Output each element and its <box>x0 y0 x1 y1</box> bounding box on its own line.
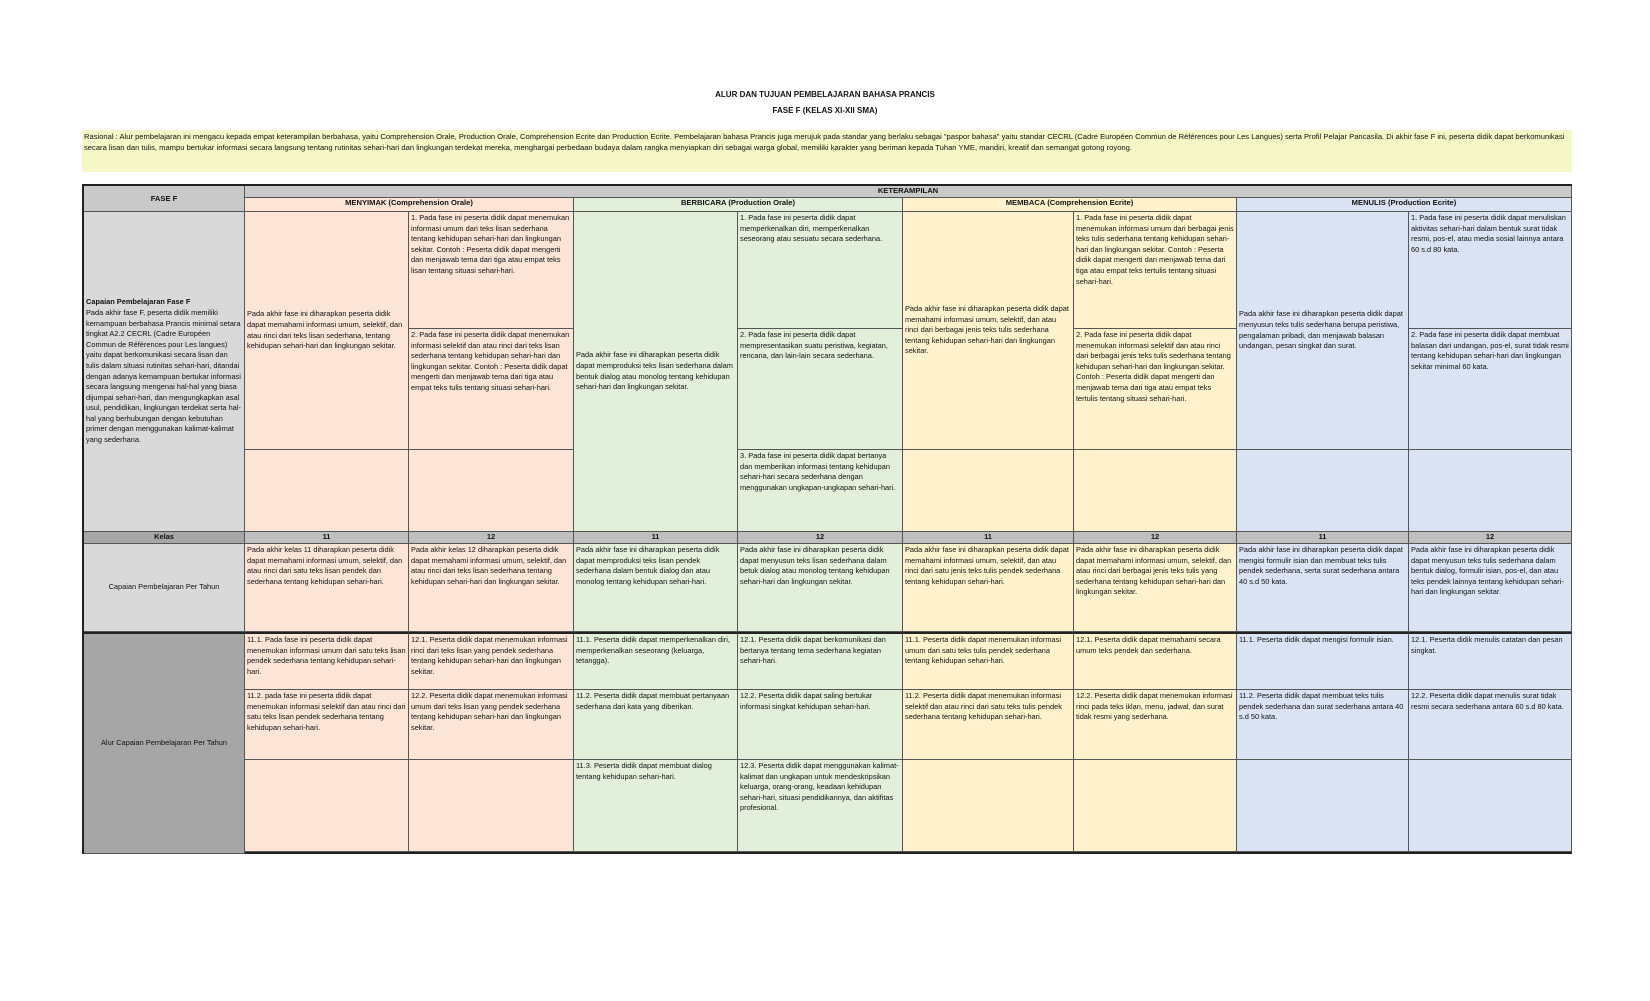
alur-cell: 11.2. Peserta didik dapat membuat pertanyaan sederhana dari kata yang diberikan. <box>574 690 738 760</box>
kelas-num: 11 <box>574 532 738 544</box>
kelas-num: 12 <box>1409 532 1572 544</box>
kelas-label: Kelas <box>84 532 245 544</box>
header-membaca: MEMBACA (Comprehension Ecrite) <box>903 198 1237 212</box>
berbicara-cp-main <box>574 212 738 532</box>
membaca-cp-main <box>903 212 1074 450</box>
alur-cell <box>903 760 1074 852</box>
kelas-num: 11 <box>903 532 1074 544</box>
alur-cell: 12.1. Peserta didik dapat berkomunikasi dan bertanya tentang tema sederhana kegiatan sehari-hari. <box>738 632 903 690</box>
alur-cell: 12.1. Peserta didik dapat memahami secara umum teks pendek dan sederhana. <box>1074 632 1237 690</box>
cp-fase-heading: Capaian Pembelajaran Fase F <box>86 297 191 307</box>
alur-cell: 12.2. Peserta didik dapat menemukan informasi umum dari teks lisan yang pendek sederhana tentang kehidupan sehari-hari dan lingkungan sekitar. <box>409 690 574 760</box>
rasional-box <box>82 130 1572 172</box>
per-tahun-label: Capaian Pembelajaran Per Tahun <box>84 544 245 632</box>
membaca-cp-main-text: Pada akhir fase ini diharapkan peserta didik dapat memahami informasi umum, selektif, dan atau rinci dari berbagai jenis teks tulis sederhana tentang kehidupan sehari-hari dan lingkungan sekitar. <box>905 304 1069 356</box>
kelas-num: 12 <box>1074 532 1237 544</box>
alur-cell: 12.3. Peserta didik dapat menggunakan kalimat-kalimat dan ungkapan untuk mendeskripsikan keluarga, orang-orang, keadaan kehidupan sehari-hari, situasi pendidikannya, dan aktifitas profesional. <box>738 760 903 852</box>
alur-cell: 11.3. Peserta didik dapat membuat dialog tentang kehidupan sehari-hari. <box>574 760 738 852</box>
berbicara-cp-2: 2. Pada fase ini peserta didik dapat mempresentasikan suatu peristiwa, kegiatan, rencana, dan lain-lain secara sederhana. <box>738 329 903 450</box>
per-tahun-cell: Pada akhir fase ini diharapkan peserta didik dapat menyusun teks lisan sederhana dalam betuk dialog atau monolog tentang kehidupan sehari-hari dan lingkungan sekitar. <box>738 544 903 632</box>
rasional-label: Rasional : <box>84 132 120 141</box>
learning-flow-table <box>82 184 1572 854</box>
menulis-cp-empty-a <box>1237 450 1409 532</box>
alur-cell: 11.1. Pada fase ini peserta didik dapat menemukan informasi umum dari satu teks lisan pendek sederhana tentang kehidupan sehari-hari. <box>245 632 409 690</box>
alur-cell: 11.2. pada fase ini peserta didik dapat menemukan informasi selektif dan atau rinci dari satu teks lisan pendek sederhana tentang kehidupan sehari-hari. <box>245 690 409 760</box>
membaca-cp-empty-a <box>903 450 1074 532</box>
cp-fase-label-cell <box>84 212 245 532</box>
alur-cell <box>1237 760 1409 852</box>
per-tahun-cell: Pada akhir kelas 11 diharapkan peserta didik dapat memahami informasi umum, selektif, dan atau rinci dari satu teks lisan pendek dan sederhana tentang kehidupan sehari-hari. <box>245 544 409 632</box>
per-tahun-cell: Pada akhir fase ini diharapkan peserta didik dapat memahami informasi umum, selektif, dan atau rinci dari satu jenis teks tulis pendek sederhana tentang kehidupan sehari-hari. <box>903 544 1074 632</box>
alur-cell: 12.2. Peserta didik dapat menemukan informasi rinci pada teks iklan, menu, jadwal, dan surat tidak resmi yang sederhana. <box>1074 690 1237 760</box>
alur-cell: 12.1. Peserta didik menulis catatan dan pesan singkat. <box>1409 632 1572 690</box>
alur-cell: 12.1. Peserta didik dapat menemukan informasi rinci dari teks lisan yang pendek sederhana tentang kehidupan sehari-hari dan lingkungan sekitar. <box>409 632 574 690</box>
menyimak-cp-main-text: Pada akhir fase ini diharapkan peserta didik dapat memahami informasi umum, selektif, dan atau rinci dari teks lisan sederhana, tentang kehidupan sehari-hari dan lingkungan sekitar. <box>247 309 403 351</box>
menulis-cp-empty-b <box>1409 450 1572 532</box>
header-fase: FASE F <box>84 186 245 212</box>
per-tahun-cell: Pada akhir fase ini diharapkan peserta didik dapat memahami informasi umum, selektif, dan atau rinci dari berbagai jenis teks tulis yang sederhana tentang kehidupan sehari-hari dan lingkungan sekitar. <box>1074 544 1237 632</box>
alur-cell <box>1074 760 1237 852</box>
alur-cell <box>1409 760 1572 852</box>
header-menyimak: MENYIMAK (Comprehension Orale) <box>245 198 574 212</box>
kelas-num: 12 <box>738 532 903 544</box>
header-berbicara: BERBICARA (Production Orale) <box>574 198 903 212</box>
rasional-text: Alur pembelajaran ini mengacu kepada empat keterampilan berbahasa, yaitu Comprehension Orale, Production Orale, Comprehension Ecrite dan Production Ecrite. Pembelajaran bahasa Prancis juga merujuk pada standar yang berlaku sebagai "paspor bahasa" yaitu standar CECRL (Cadre Européen Commun de Références pour Les Langues) serta Profil Pelajar Pancasila. Di akhir fase F ini, peserta didik dapat berkomunikasi secara lisan dan tulis, mampu bertukar informasi secara langsung tentang rutinitas sehari-hari dan lingkungan terdekat mereka, menghargai perbedaan budaya dalam rangka menyiapkan diri sebagai warga global, memiliki karakter yang beriman kepada Tuhan YME, mandiri, kreatif dan semangat gotong royong. <box>84 132 1565 152</box>
document-subtitle: FASE F (KELAS XI-XII SMA) <box>772 106 878 115</box>
menulis-cp-2: 2. Pada fase ini peserta didik dapat membuat balasan dari undangan, pos-el, surat tidak resmi tentang kehidupan sehari-hari dan lingkungan sekitar minimal 60 kata. <box>1409 329 1572 450</box>
menyimak-cp-1: 1. Pada fase ini peserta didik dapat menemukan informasi umum dari teks lisan sederhana tentang kehidupan sehari-hari dan lingkungan sekitar. Contoh : Peserta didik dapat mengerti dan menjawab tema dari tiga atau empat teks lisan tentang situasi sehari-hari. <box>409 212 574 329</box>
per-tahun-cell: Pada akhir fase ini diharapkan peserta didik dapat mengisi formulir isian dan membuat teks tulis pendek sederhana, serta surat sederhana antara 40 s.d 50 kata. <box>1237 544 1409 632</box>
alur-cell: 11.1. Peserta didik dapat menemukan informasi umum dari satu teks tulis pendek sederhana tentang kehidupan sehari-hari. <box>903 632 1074 690</box>
alur-cell: 12.2. Peserta didik dapat menulis surat tidak resmi secara sederhana antara 60 s.d 80 kata. <box>1409 690 1572 760</box>
berbicara-cp-main-text: Pada akhir fase ini diharapkan peserta didik dapat memproduksi teks lisan sederhana dalam bentuk dialog atau monolog tentang kehidupan sehari-hari dan lingkungan sekitar. <box>576 350 733 392</box>
alur-cell: 11.2. Peserta didik dapat menemukan informasi selektif dan atau rinci dari satu teks tulis pendek sederhana tentang kehidupan sehari-hari. <box>903 690 1074 760</box>
membaca-cp-empty-b <box>1074 450 1237 532</box>
per-tahun-cell: Pada akhir kelas 12 diharapkan peserta didik dapat memahami informasi umum, selektif, dan atau rinci dari teks lisan sederhana tentang kehidupan sehari-hari dan lingkungan sekitar. <box>409 544 574 632</box>
kelas-num: 11 <box>1237 532 1409 544</box>
berbicara-cp-3: 3. Pada fase ini peserta didik dapat bertanya dan memberikan informasi tentang kehidupan sehari-hari secara sederhana dengan menggunakan ungkapan-ungkapan sehari-hari. <box>738 450 903 532</box>
alur-cell: 11.2. Peserta didik dapat membuat teks tulis pendek sederhana dan surat sederhana antara 40 s.d 50 kata. <box>1237 690 1409 760</box>
alur-label: Alur Capaian Pembelajaran Per Tahun <box>84 632 245 854</box>
per-tahun-cell: Pada akhir fase ini diharapkan peserta didik dapat memproduksi teks lisan pendek sederhana dalam bentuk dialog dan atau monolog tentang kehidupan sehari-hari. <box>574 544 738 632</box>
alur-cell <box>409 760 574 852</box>
menyimak-cp-2: 2. Pada fase ini peserta didik dapat menemukan informasi selektif dan atau rinci dari teks lisan sederhana tentang kehidupan sehari-hari dan lingkungan sekitar. Contoh : Peserta didik dapat mengerti dan menjawab tema dari tiga atau empat teks tulis tentang situasi sehari-hari. <box>409 329 574 450</box>
per-tahun-cell: Pada akhir fase ini diharapkan peserta didik dapat menyusun teks tulis sederhana dalam bentuk dialog, formulir isian, pos-el, dan atau teks pendek lainnya tentang kehidupan sehari-hari dan lingkungan sekitar. <box>1409 544 1572 632</box>
kelas-num: 11 <box>245 532 409 544</box>
header-menulis: MENULIS (Production Ecrite) <box>1237 198 1572 212</box>
membaca-cp-1: 1. Pada fase ini peserta didik dapat menemukan informasi umum dari berbagai jenis teks tulis sederhana tentang kehidupan sehari-hari dan lingkungan sekitar. Contoh : Peserta didik dapat mengerti dan menjawab tema dari tiga atau empat teks tertulis tentang situasi sehari-hari. <box>1074 212 1237 329</box>
menulis-cp-main <box>1237 212 1409 450</box>
document-title: ALUR DAN TUJUAN PEMBELAJARAN BAHASA PRANCIS <box>715 90 935 99</box>
menulis-cp-main-text: Pada akhir fase ini diharapkan peserta didik dapat menyusun teks tulis sederhana berupa peristiwa, pengalaman pribadi, dan menjawab balasan undangan, pesan singkat dan surat. <box>1239 309 1403 351</box>
berbicara-cp-1: 1. Pada fase ini peserta didik dapat memperkenalkan diri, memperkenalkan seseorang atau sesuatu secara sederhana. <box>738 212 903 329</box>
alur-cell: 12.2. Peserta didik dapat saling bertukar informasi singkat kehidupan sehari-hari. <box>738 690 903 760</box>
menyimak-cp-main <box>245 212 409 450</box>
menulis-cp-1: 1. Pada fase ini peserta didik dapat menuliskan aktivitas sehari-hari dalam bentuk surat tidak resmi, pos-el, atau media sosial lainnya antara 60 s.d 80 kata. <box>1409 212 1572 329</box>
header-keterampilan: KETERAMPILAN <box>245 186 1572 198</box>
alur-cell <box>245 760 409 852</box>
menyimak-cp-empty-a <box>245 450 409 532</box>
membaca-cp-2: 2. Pada fase ini peserta didik dapat menemukan informasi selektif dan atau rinci dari berbagai jenis teks tulis sederhana tentang kehidupan sehari-hari dan lingkungan sekitar. Contoh : Peserta didik dapat mengerti dan menjawab tema dari tiga atau empat teks tertulis tentang situasi sehari-hari. <box>1074 329 1237 450</box>
alur-cell: 11.1. Peserta didik dapat memperkenalkan diri, memperkenalkan seseorang (keluarga, tetangga). <box>574 632 738 690</box>
cp-fase-description: Pada akhir fase F, peserta didik memiliki kemampuan berbahasa Prancis minimal setara tingkat A2.2 CECRL (Cadre Européen Commun de Références pour Les langues) yaitu dapat berkomunikasi secara lisan dan tulis dalam situasi rutinitas sehari-hari, ditandai dengan adanya kemampuan bertukar informasi secara langsung mengenai hal-hal yang biasa dijumpai sehari-hari, dan mengungkapkan asal usul, pendidikan, lingkungan terdekat serta hal-hal yang berhubungan dengan kebutuhan primer dengan menggunakan kalimat-kalimat yang sederhana. <box>86 307 241 445</box>
alur-cell: 11.1. Peserta didik dapat mengisi formulir isian. <box>1237 632 1409 690</box>
kelas-num: 12 <box>409 532 574 544</box>
menyimak-cp-empty-b <box>409 450 574 532</box>
